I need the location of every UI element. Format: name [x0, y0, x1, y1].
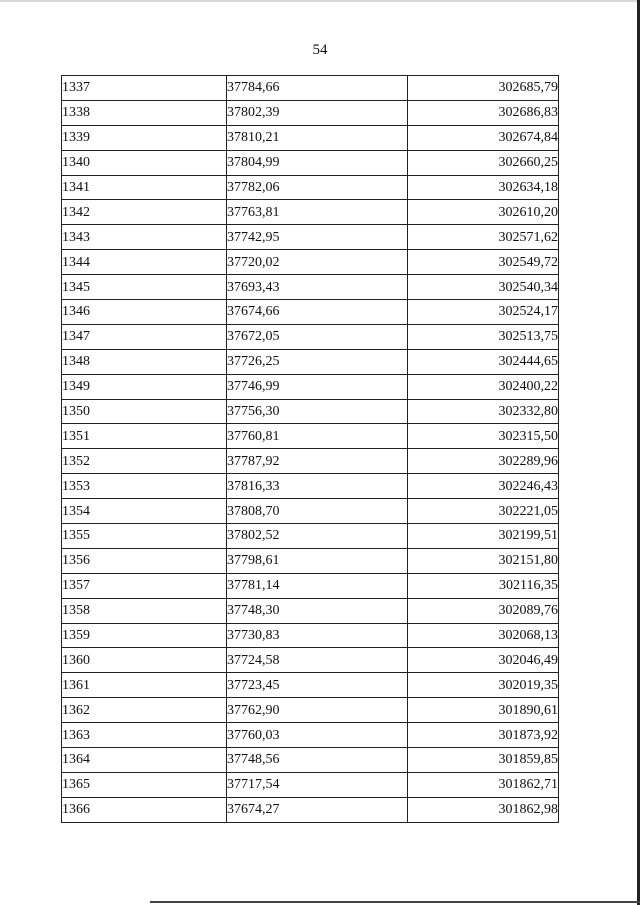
- y-coordinate-cell: 302540,34: [408, 275, 559, 300]
- x-coordinate-cell: 37746,99: [227, 374, 408, 399]
- x-coordinate-cell: 37816,33: [227, 474, 408, 499]
- x-coordinate-cell: 37802,52: [227, 524, 408, 549]
- table-row: [62, 772, 559, 797]
- table-row: [62, 474, 559, 499]
- page-number: 54: [312, 42, 328, 58]
- y-coordinate-cell: 302400,22: [408, 374, 559, 399]
- table-row: [62, 100, 559, 125]
- point-number-cell: 1361: [62, 673, 227, 698]
- table-row: [62, 548, 559, 573]
- x-coordinate-cell: 37784,66: [227, 76, 408, 101]
- point-number-cell: 1362: [62, 698, 227, 723]
- table-row: [62, 449, 559, 474]
- x-coordinate-cell: 37802,39: [227, 100, 408, 125]
- x-coordinate-cell: 37724,58: [227, 648, 408, 673]
- y-coordinate-cell: 302571,62: [408, 225, 559, 250]
- y-coordinate-cell: 302116,35: [408, 573, 559, 598]
- point-number-cell: 1359: [62, 623, 227, 648]
- point-number-cell: 1354: [62, 499, 227, 524]
- table-row: [62, 324, 559, 349]
- y-coordinate-cell: 302685,79: [408, 76, 559, 101]
- table-row: [62, 723, 559, 748]
- point-number-cell: 1351: [62, 424, 227, 449]
- point-number-cell: 1339: [62, 125, 227, 150]
- x-coordinate-cell: 37674,66: [227, 300, 408, 325]
- table-row: [62, 150, 559, 175]
- point-number-cell: 1353: [62, 474, 227, 499]
- y-coordinate-cell: 302674,84: [408, 125, 559, 150]
- point-number-cell: 1358: [62, 598, 227, 623]
- y-coordinate-cell: 301859,85: [408, 748, 559, 773]
- table-row: [62, 200, 559, 225]
- x-coordinate-cell: 37756,30: [227, 399, 408, 424]
- point-number-cell: 1355: [62, 524, 227, 549]
- point-number-cell: 1338: [62, 100, 227, 125]
- x-coordinate-cell: 37760,03: [227, 723, 408, 748]
- y-coordinate-cell: 302634,18: [408, 175, 559, 200]
- point-number-cell: 1341: [62, 175, 227, 200]
- point-number-cell: 1365: [62, 772, 227, 797]
- table-row: [62, 598, 559, 623]
- x-coordinate-cell: 37763,81: [227, 200, 408, 225]
- y-coordinate-cell: 301862,98: [408, 797, 559, 822]
- x-coordinate-cell: 37674,27: [227, 797, 408, 822]
- y-coordinate-cell: 302524,17: [408, 300, 559, 325]
- y-coordinate-cell: 302686,83: [408, 100, 559, 125]
- x-coordinate-cell: 37742,95: [227, 225, 408, 250]
- x-coordinate-cell: 37760,81: [227, 424, 408, 449]
- y-coordinate-cell: 301873,92: [408, 723, 559, 748]
- x-coordinate-cell: 37808,70: [227, 499, 408, 524]
- scan-edge-bottom: [150, 901, 640, 903]
- point-number-cell: 1363: [62, 723, 227, 748]
- x-coordinate-cell: 37804,99: [227, 150, 408, 175]
- y-coordinate-cell: 302089,76: [408, 598, 559, 623]
- x-coordinate-cell: 37782,06: [227, 175, 408, 200]
- point-number-cell: 1366: [62, 797, 227, 822]
- x-coordinate-cell: 37693,43: [227, 275, 408, 300]
- y-coordinate-cell: 301890,61: [408, 698, 559, 723]
- point-number-cell: 1347: [62, 324, 227, 349]
- point-number-cell: 1345: [62, 275, 227, 300]
- y-coordinate-cell: 302513,75: [408, 324, 559, 349]
- y-coordinate-cell: 302151,80: [408, 548, 559, 573]
- table-row: [62, 524, 559, 549]
- point-number-cell: 1357: [62, 573, 227, 598]
- point-number-cell: 1352: [62, 449, 227, 474]
- x-coordinate-cell: 37798,61: [227, 548, 408, 573]
- table-row: [62, 175, 559, 200]
- table-row: [62, 623, 559, 648]
- table-row: [62, 673, 559, 698]
- point-number-cell: 1364: [62, 748, 227, 773]
- y-coordinate-cell: 302199,51: [408, 524, 559, 549]
- point-number-cell: 1350: [62, 399, 227, 424]
- y-coordinate-cell: 302046,49: [408, 648, 559, 673]
- table-row: [62, 225, 559, 250]
- x-coordinate-cell: 37726,25: [227, 349, 408, 374]
- y-coordinate-cell: 302246,43: [408, 474, 559, 499]
- table-row: [62, 698, 559, 723]
- x-coordinate-cell: 37762,90: [227, 698, 408, 723]
- table-row: [62, 399, 559, 424]
- table-row: [62, 300, 559, 325]
- x-coordinate-cell: 37730,83: [227, 623, 408, 648]
- point-number-cell: 1343: [62, 225, 227, 250]
- y-coordinate-cell: 301862,71: [408, 772, 559, 797]
- x-coordinate-cell: 37723,45: [227, 673, 408, 698]
- table-row: [62, 573, 559, 598]
- table-row: [62, 424, 559, 449]
- y-coordinate-cell: 302549,72: [408, 250, 559, 275]
- point-number-cell: 1360: [62, 648, 227, 673]
- y-coordinate-cell: 302019,35: [408, 673, 559, 698]
- coordinates-table-body: [62, 76, 559, 823]
- table-row: [62, 275, 559, 300]
- x-coordinate-cell: 37717,54: [227, 772, 408, 797]
- table-row: [62, 76, 559, 101]
- coordinates-table: [61, 75, 559, 823]
- point-number-cell: 1344: [62, 250, 227, 275]
- table-row: [62, 374, 559, 399]
- point-number-cell: 1356: [62, 548, 227, 573]
- table-row: [62, 648, 559, 673]
- point-number-cell: 1342: [62, 200, 227, 225]
- y-coordinate-cell: 302332,80: [408, 399, 559, 424]
- point-number-cell: 1349: [62, 374, 227, 399]
- table-row: [62, 499, 559, 524]
- table-row: [62, 125, 559, 150]
- x-coordinate-cell: 37781,14: [227, 573, 408, 598]
- x-coordinate-cell: 37748,30: [227, 598, 408, 623]
- y-coordinate-cell: 302068,13: [408, 623, 559, 648]
- table-row: [62, 797, 559, 822]
- y-coordinate-cell: 302610,20: [408, 200, 559, 225]
- x-coordinate-cell: 37787,92: [227, 449, 408, 474]
- y-coordinate-cell: 302660,25: [408, 150, 559, 175]
- x-coordinate-cell: 37810,21: [227, 125, 408, 150]
- x-coordinate-cell: 37672,05: [227, 324, 408, 349]
- y-coordinate-cell: 302221,05: [408, 499, 559, 524]
- table-row: [62, 349, 559, 374]
- table-row: [62, 250, 559, 275]
- scan-edge-top: [0, 0, 640, 2]
- x-coordinate-cell: 37748,56: [227, 748, 408, 773]
- table-row: [62, 748, 559, 773]
- point-number-cell: 1340: [62, 150, 227, 175]
- y-coordinate-cell: 302289,96: [408, 449, 559, 474]
- y-coordinate-cell: 302315,50: [408, 424, 559, 449]
- point-number-cell: 1346: [62, 300, 227, 325]
- point-number-cell: 1348: [62, 349, 227, 374]
- x-coordinate-cell: 37720,02: [227, 250, 408, 275]
- y-coordinate-cell: 302444,65: [408, 349, 559, 374]
- point-number-cell: 1337: [62, 76, 227, 101]
